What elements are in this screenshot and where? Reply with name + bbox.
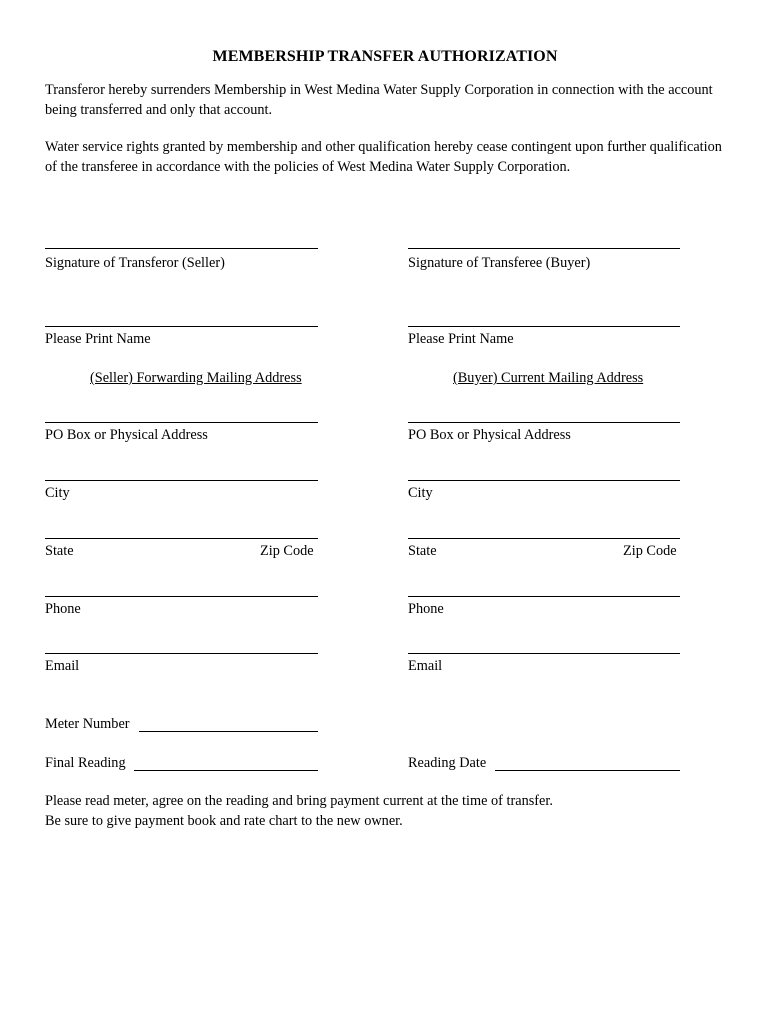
document-title: MEMBERSHIP TRANSFER AUTHORIZATION xyxy=(212,48,558,65)
seller-print-name-line[interactable] xyxy=(45,326,318,327)
seller-zip-label: Zip Code xyxy=(260,543,314,559)
seller-address-label: PO Box or Physical Address xyxy=(45,427,208,443)
buyer-city-label: City xyxy=(408,485,433,501)
final-reading-line[interactable] xyxy=(134,770,318,771)
seller-city-label: City xyxy=(45,485,70,501)
buyer-address-line[interactable] xyxy=(408,422,680,423)
seller-phone-label: Phone xyxy=(45,601,81,617)
reading-date-line[interactable] xyxy=(495,770,680,771)
reading-date-label: Reading Date xyxy=(408,755,487,771)
footer-note-2: Be sure to give payment book and rate chart to the new owner. xyxy=(45,813,403,829)
buyer-print-name-label: Please Print Name xyxy=(408,331,514,347)
buyer-state-label: State xyxy=(408,543,437,559)
seller-print-name-label: Please Print Name xyxy=(45,331,151,347)
seller-signature-label: Signature of Transferor (Seller) xyxy=(45,255,225,271)
seller-address-line[interactable] xyxy=(45,422,318,423)
buyer-address-label: PO Box or Physical Address xyxy=(408,427,571,443)
seller-address-heading: (Seller) Forwarding Mailing Address xyxy=(90,370,302,386)
intro-paragraph-1: Transferor hereby surrenders Membership in West Medina Water Supply Corporation in connection with the account being transferred and only that account. xyxy=(45,82,713,118)
seller-state-label: State xyxy=(45,543,74,559)
footer-note-1: Please read meter, agree on the reading and bring payment current at the time of transfer. xyxy=(45,793,553,809)
buyer-email-line[interactable] xyxy=(408,653,680,654)
final-reading-label: Final Reading xyxy=(45,755,126,771)
intro-paragraph-2: Water service rights granted by membership and other qualification hereby cease contingent upon further qualification of the transferee in accordance with the policies of West Medina Water Supply Corporation. xyxy=(45,139,722,175)
buyer-print-name-line[interactable] xyxy=(408,326,680,327)
buyer-phone-label: Phone xyxy=(408,601,444,617)
seller-email-label: Email xyxy=(45,658,80,674)
seller-email-line[interactable] xyxy=(45,653,318,654)
seller-state-zip-line[interactable] xyxy=(45,538,318,539)
buyer-zip-label: Zip Code xyxy=(623,543,677,559)
buyer-signature-line[interactable] xyxy=(408,248,680,249)
buyer-address-heading: (Buyer) Current Mailing Address xyxy=(453,370,644,386)
seller-signature-line[interactable] xyxy=(45,248,318,249)
buyer-state-zip-line[interactable] xyxy=(408,538,680,539)
buyer-signature-label: Signature of Transferee (Buyer) xyxy=(408,255,591,271)
buyer-phone-line[interactable] xyxy=(408,596,680,597)
meter-number-label: Meter Number xyxy=(45,716,130,732)
buyer-email-label: Email xyxy=(408,658,443,674)
seller-phone-line[interactable] xyxy=(45,596,318,597)
buyer-city-line[interactable] xyxy=(408,480,680,481)
seller-city-line[interactable] xyxy=(45,480,318,481)
meter-number-line[interactable] xyxy=(139,731,318,732)
